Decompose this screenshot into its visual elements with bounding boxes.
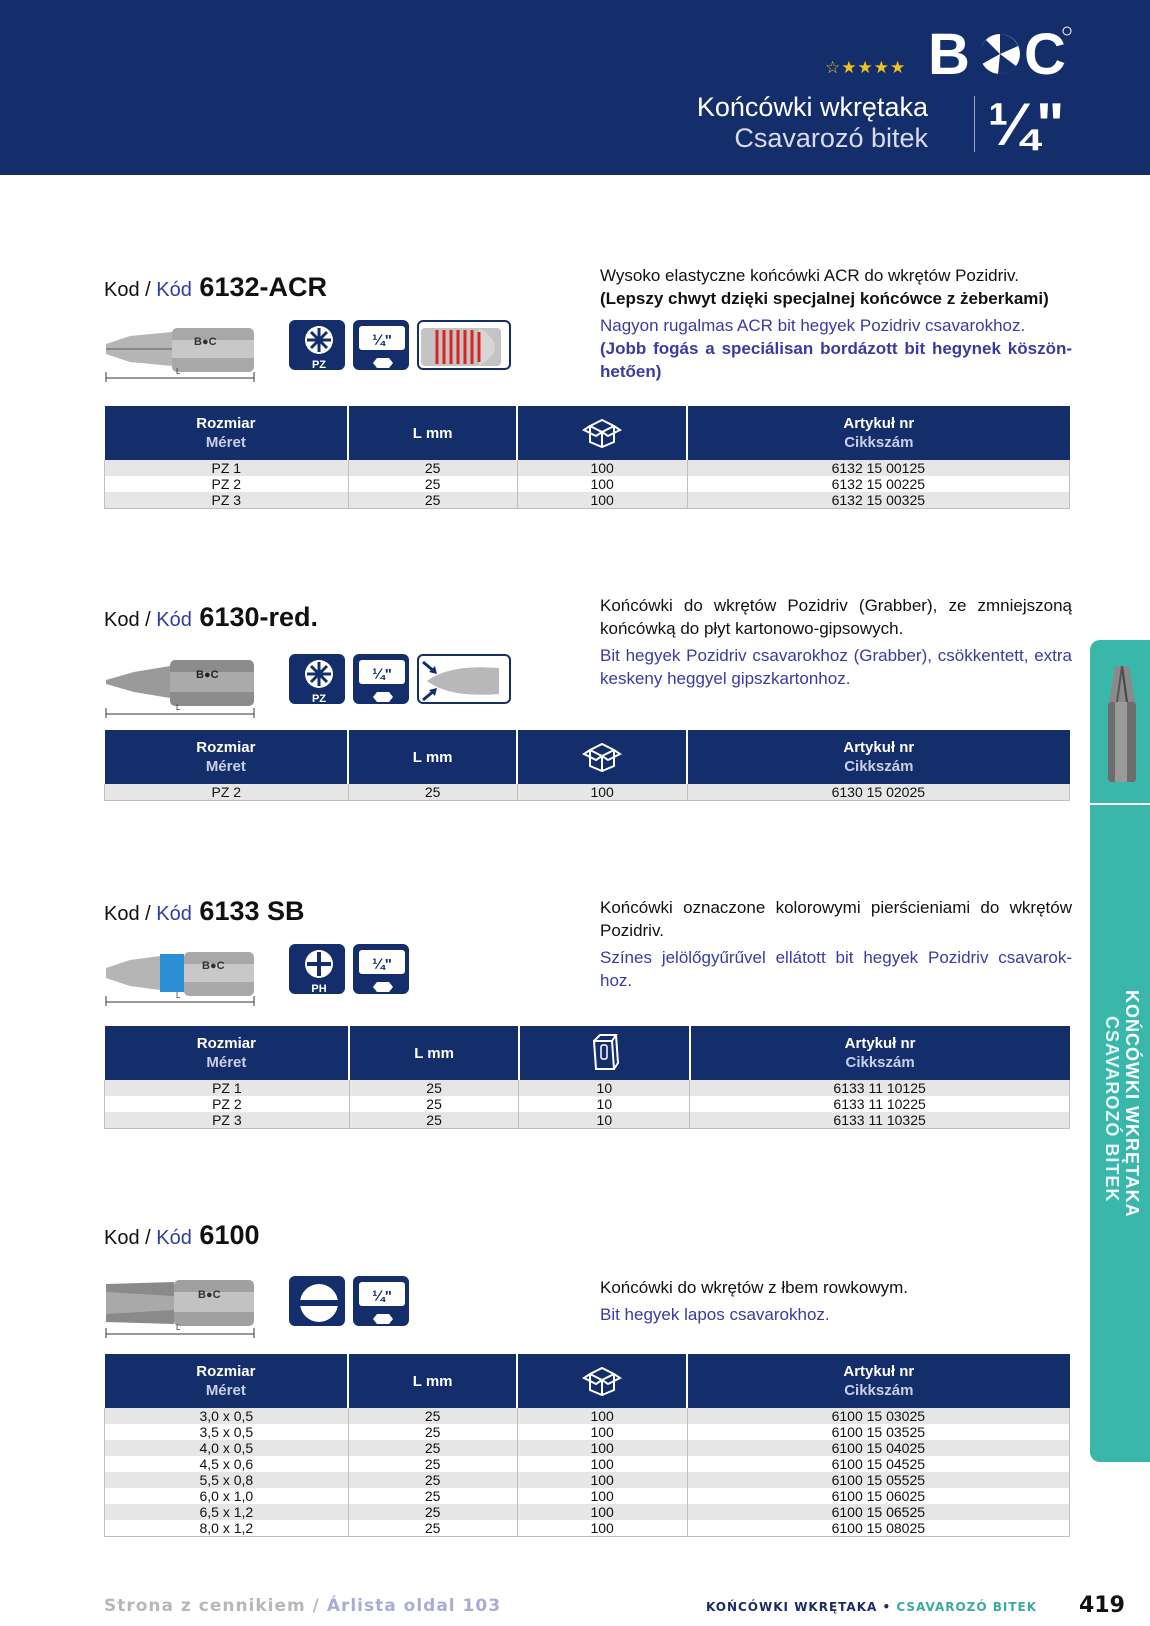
box-icon — [582, 1362, 622, 1396]
desc-hu: Bit hegyek Pozidriv csavarokhoz (Grabber), csökkentett, extra keskeny heggyel gipszkartonhoz. — [600, 646, 1072, 688]
product-description — [600, 1276, 1072, 1330]
product-description — [600, 264, 1072, 387]
slotted-icon — [289, 1276, 345, 1326]
title-pl: Końcówki wkrętaka — [696, 92, 928, 122]
footer-right-hu: CSAVAROZÓ BITEK — [896, 1600, 1038, 1614]
desc-hu: Bit hegyek lapos csavarokhoz. — [600, 1305, 830, 1324]
pz-label: PZ — [311, 693, 327, 704]
col-article: Artykuł nr Cikkszám — [690, 1026, 1070, 1080]
col-pack — [519, 1026, 690, 1080]
table-row: PZ 1 25 10 6133 11 10125 — [105, 1080, 1070, 1096]
dimension-label: L — [176, 991, 181, 1000]
feature-icons — [289, 1276, 409, 1326]
ph-label: PH — [311, 983, 327, 994]
quarter-inch-hex-icon — [353, 654, 409, 704]
blister-pack-icon — [584, 1031, 624, 1071]
acr-ribbed-tip-icon — [417, 320, 511, 370]
product-description — [600, 594, 1072, 694]
table-row: 6,5 x 1,2 25 100 6100 15 06525 — [105, 1504, 1070, 1520]
col-article: Artykuł nr Cikkszám — [687, 730, 1069, 784]
desc-pl-bold: (Lepszy chwyt dzięki specjalnej końcówce z żeberkami) — [600, 289, 1049, 308]
col-size: Rozmiar Méret — [105, 730, 349, 784]
product-code: 6133 SB — [199, 896, 305, 926]
quarter-label: ¼" — [372, 1288, 392, 1305]
bit-brand-mark: B●C — [196, 669, 219, 681]
table-row: 5,5 x 0,8 25 100 6100 15 05525 — [105, 1472, 1070, 1488]
page-title — [697, 92, 928, 154]
box-icon — [582, 414, 622, 448]
side-tab-divider — [1090, 803, 1150, 805]
col-pack — [517, 730, 687, 784]
desc-pl: Końcówki oznaczone kolorowymi pierścieniami do wkrętów Pozidriv. — [600, 898, 1072, 940]
rating-stars: ☆★★★★ — [825, 58, 907, 78]
table-row: PZ 3 25 100 6132 15 00325 — [105, 492, 1070, 509]
col-size: Rozmiar Méret — [105, 1354, 349, 1408]
color-ring-bit-photo — [104, 940, 264, 1010]
product-code: 6100 — [199, 1220, 260, 1250]
col-size: Rozmiar Méret — [105, 1026, 350, 1080]
table-row: 3,5 x 0,5 25 100 6100 15 03525 — [105, 1424, 1070, 1440]
box-icon — [582, 738, 622, 772]
col-length: L mm — [349, 1026, 519, 1080]
price-list-reference — [104, 1596, 501, 1616]
quarter-inch-hex-icon — [353, 944, 409, 994]
title-divider — [974, 96, 975, 152]
quarter-inch-hex-icon — [353, 320, 409, 370]
kod-pl: Kod / — [104, 279, 157, 301]
col-length: L mm — [348, 730, 517, 784]
side-tab-label — [1098, 990, 1144, 1290]
table-row: PZ 2 25 100 6130 15 02025 — [105, 784, 1070, 801]
col-length: L mm — [348, 406, 517, 460]
side-tab-pl: KOŃCÓWKI WKRĘTAKA — [1122, 990, 1142, 1218]
dimension-label: L — [176, 1323, 181, 1332]
table-row: PZ 3 25 10 6133 11 10325 — [105, 1112, 1070, 1129]
pz-bit-photo — [104, 316, 264, 386]
kod-hu: Kód — [156, 279, 192, 301]
col-article: Artykuł nr Cikkszám — [687, 406, 1069, 460]
product-description — [600, 896, 1072, 996]
table-row: 6,0 x 1,0 25 100 6100 15 06025 — [105, 1488, 1070, 1504]
quarter-label: ¼" — [372, 666, 392, 683]
table-row: PZ 2 25 100 6132 15 00225 — [105, 476, 1070, 492]
product-code: 6130-red. — [199, 602, 318, 632]
col-pack — [517, 1354, 687, 1408]
product-code-heading: Kod / Kód 6100 — [104, 1220, 260, 1250]
dimension-label: L — [176, 367, 181, 376]
dimension-label: L — [176, 703, 181, 712]
page-number: 419 — [1079, 1593, 1125, 1618]
desc-pl: Końcówki do wkrętów z łbem rowkowym. — [600, 1278, 908, 1297]
bit-brand-mark: B●C — [202, 960, 225, 972]
product-table — [104, 1026, 1070, 1129]
table-row: 4,5 x 0,6 25 100 6100 15 04525 — [105, 1456, 1070, 1472]
product-code: 6132-ACR — [199, 272, 327, 302]
bit-brand-mark: B●C — [198, 1289, 221, 1301]
pz-icon — [289, 654, 345, 704]
product-code-heading: Kod / Kód 6133 SB — [104, 896, 305, 926]
ph-icon — [289, 944, 345, 994]
col-article: Artykuł nr Cikkszám — [687, 1354, 1069, 1408]
title-hu: Csavarozó bitek — [734, 123, 928, 153]
col-pack — [517, 406, 687, 460]
product-table — [104, 406, 1070, 509]
reduced-tip-icon — [417, 654, 511, 704]
pz-icon — [289, 320, 345, 370]
quarter-label: ¼" — [372, 956, 392, 973]
col-length: L mm — [348, 1354, 517, 1408]
col-size: Rozmiar Méret — [105, 406, 349, 460]
product-code-heading — [104, 272, 327, 303]
desc-hu: Nagyon rugalmas ACR bit hegyek Pozidriv csavarokhoz. — [600, 316, 1026, 335]
slotted-bit-photo — [104, 1270, 264, 1340]
product-table — [104, 730, 1070, 801]
table-row: PZ 2 25 10 6133 11 10225 — [105, 1096, 1070, 1112]
product-table — [104, 1354, 1070, 1537]
feature-icons — [289, 320, 511, 370]
drive-size: ¼" — [988, 91, 1063, 158]
product-code-heading: Kod / Kód 6130-red. — [104, 602, 318, 632]
table-row: PZ 1 25 100 6132 15 00125 — [105, 460, 1070, 476]
desc-pl: Wysoko elastyczne końcówki ACR do wkrętów Pozidriv. — [600, 266, 1020, 285]
table-row: 4,0 x 0,5 25 100 6100 15 04025 — [105, 1440, 1070, 1456]
quarter-inch-hex-icon — [353, 1276, 409, 1326]
feature-icons — [289, 654, 511, 704]
desc-hu: Színes jelölőgyűrűvel ellátott bit hegyek Pozidriv csavarok-hoz. — [600, 948, 1072, 990]
bit-brand-mark: B●C — [194, 336, 217, 348]
boc-logo — [928, 26, 1073, 82]
table-row: 3,0 x 0,5 25 100 6100 15 03025 — [105, 1408, 1070, 1424]
footer-section-title — [706, 1600, 1037, 1614]
svg-text:C: C — [1024, 26, 1066, 82]
desc-hu-bold: (Jobb fogás a speciálisan bordázott bit hegynek köszön-hetően) — [600, 339, 1072, 381]
footer-right-pl: KOŃCÓWKI WKRĘTAKA — [706, 1600, 878, 1614]
reduced-pz-bit-photo — [104, 650, 264, 720]
pz-label: PZ — [311, 359, 327, 370]
feature-icons — [289, 944, 409, 994]
footer-left-pl: Strona z cennikiem / — [104, 1596, 320, 1616]
footer-separator: • — [877, 1600, 897, 1614]
table-row: 8,0 x 1,2 25 100 6100 15 08025 — [105, 1520, 1070, 1537]
page-header — [0, 0, 1150, 175]
pz-bit-image — [1105, 664, 1139, 784]
footer-left-hu: Árlista oldal 103 — [326, 1596, 502, 1616]
side-tab-hu: CSAVAROZÓ BITEK — [1102, 1016, 1122, 1203]
desc-pl: Końcówki do wkrętów Pozidriv (Grabber), ze zmniejszoną końcówką do płyt kartonowo-gipsowych. — [600, 596, 1072, 638]
svg-text:B: B — [928, 26, 970, 82]
quarter-label: ¼" — [372, 332, 392, 349]
